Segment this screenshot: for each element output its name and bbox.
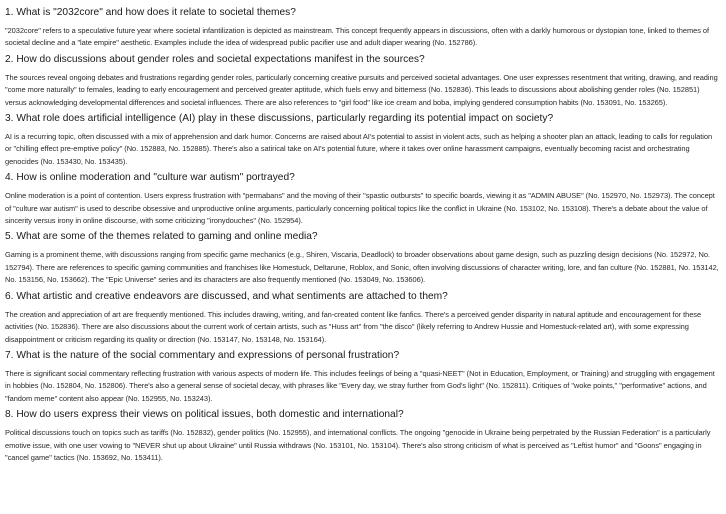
- answer-paragraph: AI is a recurring topic, often discussed with a mix of apprehension and dark humor. Concerns are raised about AI's potential to assist in violent acts, such as helping a shooter plan an attack, leading to calls for regulation or "chilling effect pre-emptive policy" (No. 152883, No. 152885). There's also a satirical take on AI's potential future, where it takes over online harassment campaigns, eventually becoming racist and orchestrating genocides (No. 153430, No. 153435).: [5, 132, 713, 166]
- answer-paragraph: "2032core" refers to a speculative future year where societal infantilization is depicted as mainstream. This concept frequently appears in discussions, often with a darkly humorous or dystopian tone, linked to themes of societal decline and a "late empire" aesthetic. Examples include the idea of widespread public pacifier use and adult diaper wearing (No. 152786).: [5, 26, 709, 48]
- question-heading: 6. What artistic and creative endeavors are discussed, and what sentiments are attached to them?: [5, 290, 448, 302]
- answer-paragraph: Gaming is a prominent theme, with discussions ranging from specific game mechanics (e.g., Shiren, Viscaria, Deadlock) to broader observations about game design, such as puzzling design decisions (No. 152972, No. 152794). There are references to specific gaming communities and franchises like Homestuck, Deltarune, Roblox, and Sonic, often involving discussions of character writing, lore, and fan culture (No. 152881, No. 153142, No. 153156, No. 153662). The "Epic Universe" series and its characters are also frequently mentioned (No. 153049, No. 153606).: [5, 250, 719, 285]
- question-heading: 7. What is the nature of the social commentary and expressions of personal frustration?: [5, 349, 400, 361]
- answer-paragraph: There is significant social commentary reflecting frustration with various aspects of modern life. This includes feelings of being a "quasi-NEET" (Not in Education, Employment, or Training) and struggling with engagement in hobbies (No. 152804, No. 152806). There's also a general sense of societal decay, with phrases like "Every day, we stray further from God's light" (No. 152811). Critiques of "woke points," "performative" actions, and "fandom meme" content also appear (No. 152955, No. 153243).: [5, 368, 715, 403]
- question-heading: 2. How do discussions about gender roles and societal expectations manifest in the sources?: [5, 53, 425, 65]
- question-heading: 8. How do users express their views on political issues, both domestic and international?: [5, 409, 404, 421]
- faq-section-8: [5, 408, 720, 464]
- faq-section-4: [5, 171, 720, 227]
- question-heading: 1. What is "2032core" and how does it relate to societal themes?: [5, 7, 296, 18]
- answer-paragraph: The sources reveal ongoing debates and frustrations regarding gender roles, particularly concerning creative pursuits and perceived societal advantages. One user expresses resentment that writing, drawing, and reading "come more naturally" to females, leading to early encouragement and perceived greater aptitude, which fuels envy and bitterness (No. 152836). This leads to discussions about abolishing gender roles (No. 152851) versus acknowledging developmental differences and societal influences. There are also references to "girl food" like ice cream and boba, implying gendered consumption habits (No. 153091, No. 153265).: [5, 72, 718, 107]
- faq-section-2: [5, 53, 720, 109]
- question-heading: 3. What role does artificial intelligence (AI) play in these discussions, particularly regarding its potential impact on society?: [5, 113, 554, 125]
- answer-paragraph: Political discussions touch on topics such as tariffs (No. 152832), gender politics (No. 152955), and international conflicts. The ongoing "genocide in Ukraine being perpetrated by the Russian Federation" is a particularly emotive issue, with one user vowing to "NEVER shut up about Ukraine" until Russia withdraws (No. 153101, No. 153104). There's also strong criticism of what is perceived as "Leftist humor" and "Goons" engaging in "cancel game" tactics (No. 153692, No. 153411).: [5, 428, 711, 462]
- question-heading: 4. How is online moderation and "culture war autism" portrayed?: [5, 172, 295, 184]
- answer-paragraph: The creation and appreciation of art are frequently mentioned. This includes drawing, writing, and fan-created content like fanfics. There's a perceived gender disparity in natural aptitude and encouragement for these activities (No. 152836). There are also discussions about the current work of certain artists, such as "Huss art" from "the disco" (likely referring to Andrew Hussie and Homestuck-related art), with some expressing disappointment or criticism regarding its quality or direction (No. 153147, No. 153148, No. 153164).: [5, 309, 702, 344]
- question-heading: 5. What are some of the themes related to gaming and online media?: [5, 231, 318, 243]
- faq-section-5: [5, 230, 720, 286]
- faq-section-1: [5, 6, 720, 50]
- faq-section-7: [5, 349, 720, 405]
- faq-section-6: [5, 290, 720, 346]
- answer-paragraph: Online moderation is a point of contention. Users express frustration with "permabans" and the moving of their "spastic outbursts" to specific boards, viewing it as "ADMIN ABUSE" (No. 152970, No. 152973). The concept of "culture war autism" is used to describe obsessive and unproductive online arguments, particularly concerning political topics like the conflict in Ukraine (No. 153102, No. 153108). There's a debate about the value of sincerity versus irony in online discourse, with some criticizing "ironydouches" (No. 152954).: [5, 191, 715, 226]
- faq-section-3: [5, 112, 720, 168]
